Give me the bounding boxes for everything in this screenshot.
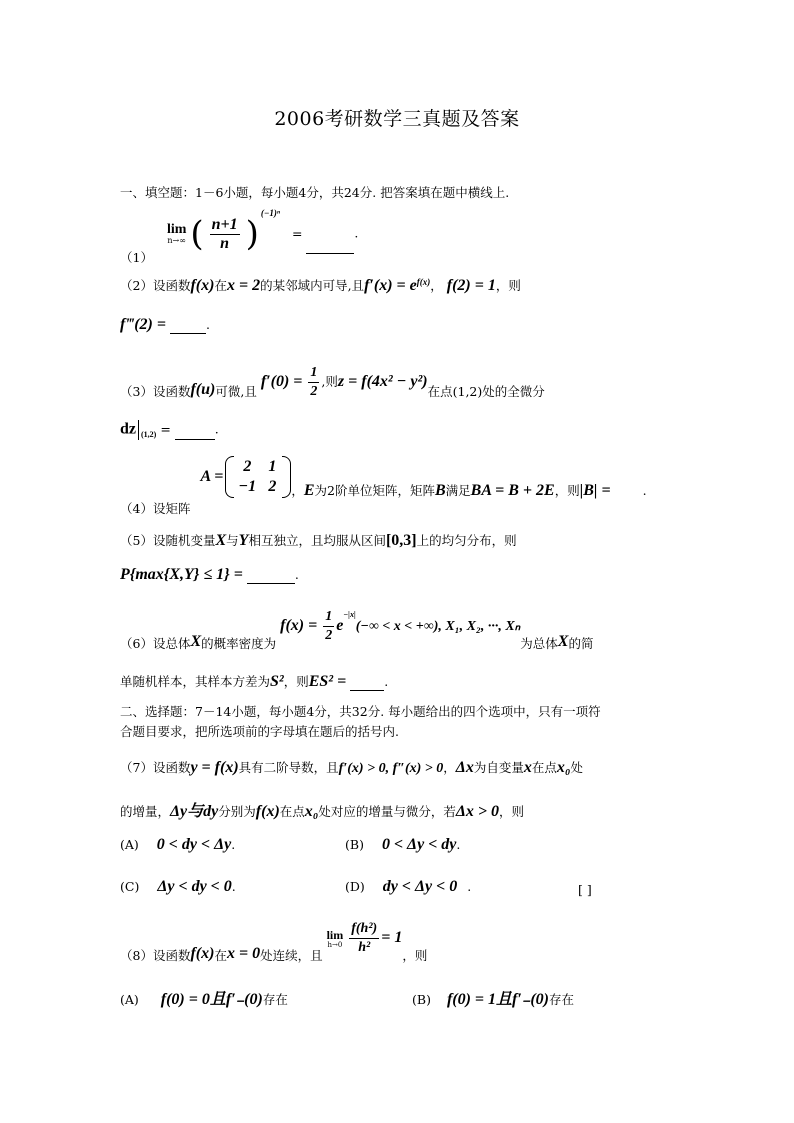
- question-3: （3）设函数f(u)可微,且 f′(0) = $\frac{1}{2}$ ,则z = f(4x² − y²)在点(1,2)处的全微分: [120, 365, 545, 399]
- q8-option-a: (A) f(0) = 0且f′₋(0)存在: [120, 991, 288, 1008]
- section1-header: 一、填空题：1－6小题，每小题4分，共24分. 把答案填在题中横线上.: [120, 185, 510, 200]
- q1-equals: =: [291, 225, 303, 241]
- q5-interval: [0,3]: [385, 532, 417, 549]
- section2-header-1: 二、选择题：7－14小题，每小题4分，共32分. 每小题给出的四个选项中，只有一项符: [120, 704, 601, 719]
- q1-lim-sub: n→∞: [167, 236, 186, 245]
- q6-half: $\frac{1}{2}$: [325, 609, 333, 643]
- q4-matrix: 2 1 −1 2: [225, 458, 291, 496]
- q8-fraction: $\frac{\text{f(h²)}}{\text{h²}}$: [351, 921, 378, 955]
- question-2: （2）设函数f(x)在x = 2的某邻域内可导,且$f'(x) = e^{f(x)}$， f(2) = 1，则: [120, 276, 521, 294]
- question-8: （8）设函数f(x)在x = 0处连续，且 lim h→0 $\frac{\text{f(h²)}}{\text{h²}}$ = 1，则: [120, 921, 428, 963]
- q1-label: （1）: [120, 249, 153, 265]
- question-6-line-2: 单随机样本，其样本方差为S²，则ES² = .: [120, 673, 389, 690]
- q6-f: f(x) =: [280, 617, 318, 634]
- q7-answer-bracket: [ ]: [578, 882, 592, 897]
- question-4: （4）设矩阵 A = 2 1 −1 2 ，E为2阶单位矩阵，矩阵B满足BA = B + 2E，则|B| = .: [120, 458, 647, 516]
- question-7: （7）设函数y = f(x)具有二阶导数，且f′(x) > 0, f″(x) > 0，Δx为自变量x在点x₀处: [120, 759, 583, 776]
- q8-lim: lim: [326, 927, 344, 942]
- question-5: （5）设随机变量X与Y相互独立，且均服从区间[0,3]上的均匀分布，则: [120, 532, 517, 549]
- q2-answer-blank: [170, 321, 206, 334]
- q4-A: A =: [200, 467, 224, 485]
- q1-numerator: n+1: [211, 215, 238, 233]
- q4-BA: BA = B + 2E: [470, 481, 555, 499]
- q7-option-d: (D) dy < Δy < 0 .: [345, 878, 472, 895]
- question-7-line-2: 的增量，Δy与dy分别为f(x)在点x₀处对应的增量与微分，若Δx > 0，则: [120, 803, 525, 820]
- q3-half: $\frac{1}{2}$: [310, 365, 318, 399]
- section2-header-2: 合题目要求，把所选项前的字母填在题后的括号内.: [120, 724, 399, 739]
- q2-derivative: f′(x) = e: [364, 277, 417, 294]
- q6-domain: (−∞ < x < +∞), X₁, X₂, ···, Xₙ: [355, 619, 521, 634]
- q2-f2: f(2) = 1: [446, 277, 496, 294]
- q7-option-b: (B) 0 < Δy < dy.: [345, 836, 461, 853]
- q3-z: z = f(4x² − y²): [337, 373, 428, 390]
- q2-f3: f‴(2) =: [120, 316, 166, 333]
- q1-exponent: (−1)ⁿ: [260, 208, 280, 219]
- q2-fx: f(x): [190, 277, 215, 294]
- q1-answer-blank: [306, 241, 354, 254]
- q7-option-a: (A) 0 < dy < Δy.: [120, 836, 236, 853]
- q5-probability: P{max{X,Y} ≤ 1} =: [120, 566, 243, 583]
- q7-condition: f′(x) > 0, f″(x) > 0: [338, 761, 444, 776]
- question-5-answer-line: P{max{X,Y} ≤ 1} = .: [120, 566, 299, 583]
- question-3-answer-line: dz $_{(1,2)}$ = .: [120, 420, 219, 439]
- q8-option-b: (B) f(0) = 1且f′₋(0)存在: [412, 991, 574, 1008]
- q1-denominator: n: [220, 234, 230, 252]
- q3-dz: dz: [120, 420, 136, 438]
- question-2-answer-line: f‴(2) = .: [120, 316, 210, 333]
- question-1: （1） lim n→∞ ( $\frac{n+1}{n}$ ) $^{(-1)^n}$ = .: [120, 208, 359, 265]
- page-title: 2006考研数学三真题及答案: [274, 108, 520, 130]
- q6-ES2: ES² =: [308, 673, 347, 690]
- question-6: （6）设总体X的概率密度为 f(x) = $\frac{1}{2}$ $e^{-|x|}(-\infty < x$ < +∞), X₁, X₂, ···, Xₙ为总体X的简: [120, 609, 594, 651]
- q2-x-eq-2: x = 2: [226, 277, 261, 294]
- q1-lim: lim: [166, 222, 187, 237]
- q4-detB: |B| =: [579, 481, 611, 499]
- q3-fu: f(u): [190, 381, 216, 398]
- q6-answer-blank: [350, 678, 384, 691]
- q1-fraction: [210, 216, 240, 253]
- q3-answer-blank: [175, 427, 215, 440]
- q3-f0: f′(0) =: [260, 373, 303, 390]
- q7-option-c: (C) Δy < dy < 0.: [120, 878, 236, 895]
- q5-answer-blank: [247, 571, 295, 584]
